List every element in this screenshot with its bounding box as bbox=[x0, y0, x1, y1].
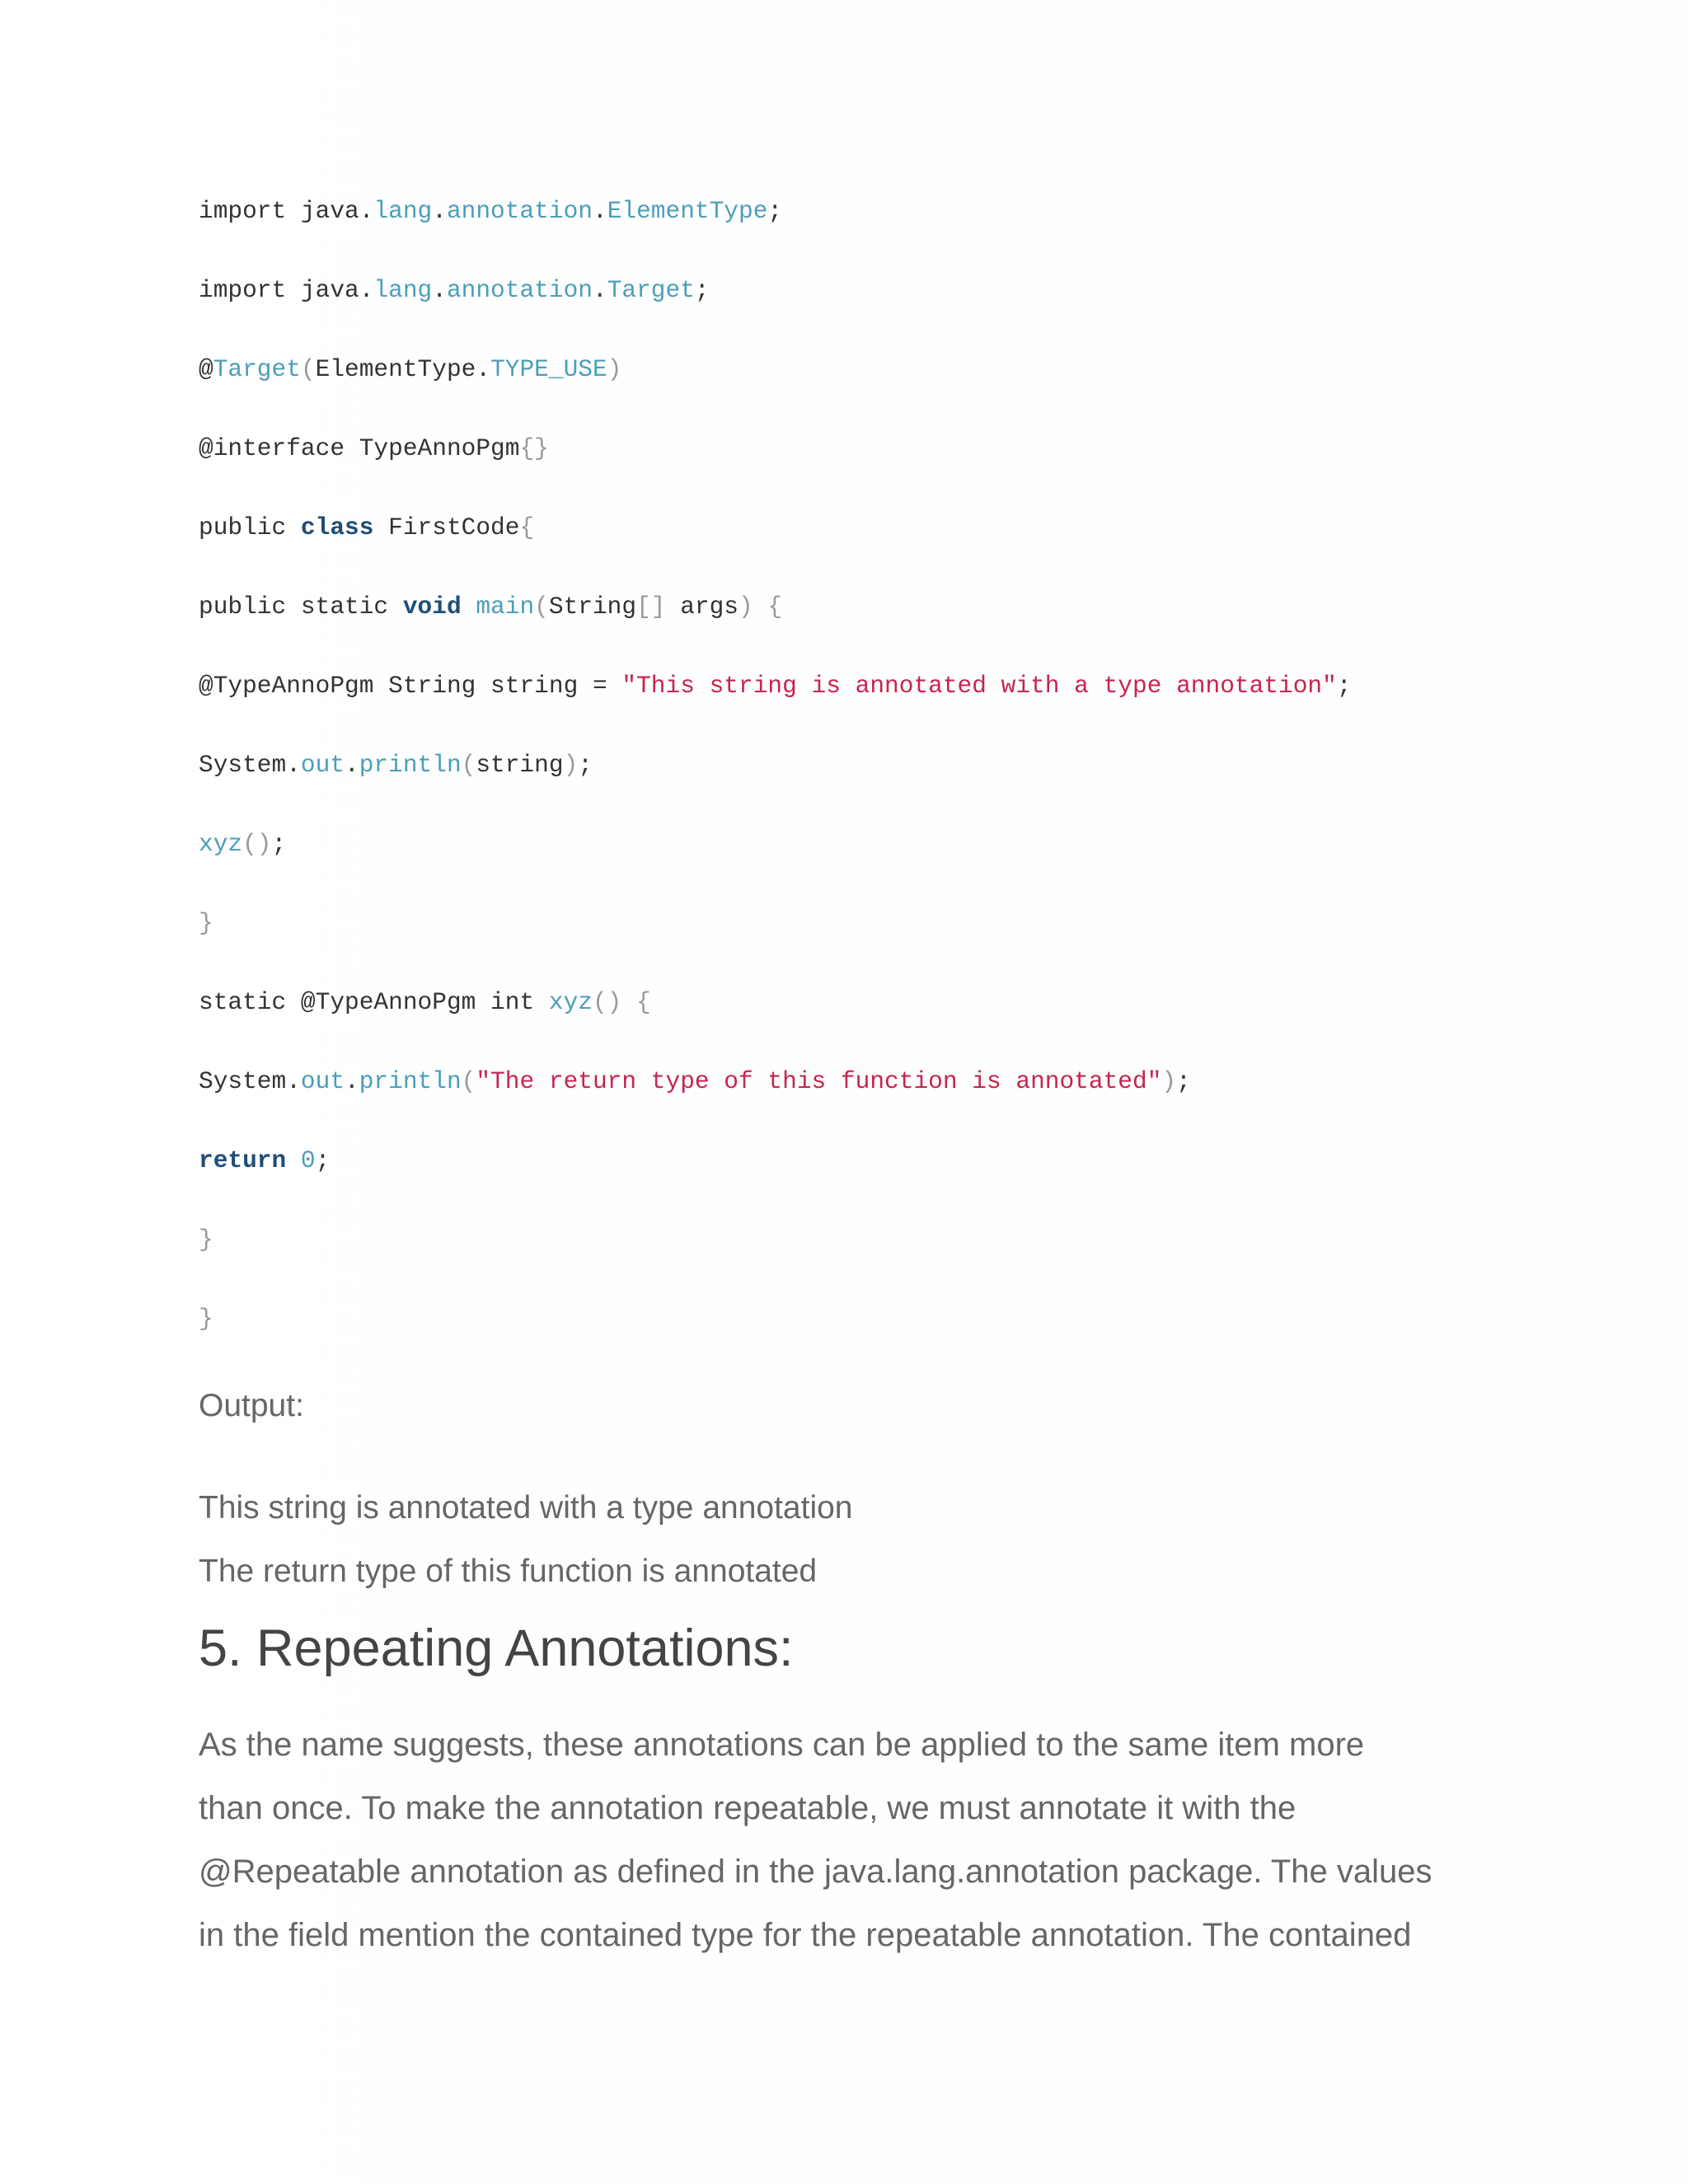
output-line-1: This string is annotated with a type annotation bbox=[199, 1490, 853, 1526]
code-line-target-annotation: @Target(ElementType.TYPE_USE) bbox=[199, 355, 622, 383]
code-line-println-return: System.out.println("The return type of this function is annotated"); bbox=[199, 1067, 1191, 1095]
code-line-xyz-decl: static @TypeAnnoPgm int xyz() { bbox=[199, 988, 651, 1016]
code-line-import-elementtype: import java.lang.annotation.ElementType; bbox=[199, 197, 783, 225]
output-label: Output: bbox=[199, 1388, 304, 1423]
code-line-println-string: System.out.println(string); bbox=[199, 751, 593, 779]
code-line-return: return 0; bbox=[199, 1146, 331, 1174]
code-line-import-target: import java.lang.annotation.Target; bbox=[199, 276, 710, 304]
paragraph-line: @Repeatable annotation as defined in the java.lang.annotation package. The values bbox=[199, 1854, 1432, 1890]
code-line-class: public class FirstCode{ bbox=[199, 513, 535, 541]
code-line-interface: @interface TypeAnnoPgm{} bbox=[199, 434, 549, 462]
code-line-close-main: } bbox=[199, 909, 213, 937]
paragraph-line: in the field mention the contained type for the repeatable annotation. The contained bbox=[199, 1917, 1412, 1953]
paragraph-line: than once. To make the annotation repeatable, we must annotate it with the bbox=[199, 1790, 1296, 1826]
code-line-string-decl: @TypeAnnoPgm String string = "This string is annotated with a type annotation"; bbox=[199, 672, 1352, 700]
code-line-close-class: } bbox=[199, 1305, 213, 1333]
code-line-main: public static void main(String[] args) { bbox=[199, 593, 783, 621]
paragraph-line: As the name suggests, these annotations can be applied to the same item more bbox=[199, 1727, 1365, 1763]
section-heading: 5. Repeating Annotations: bbox=[199, 1619, 794, 1677]
output-line-2: The return type of this function is annotated bbox=[199, 1554, 818, 1589]
code-line-close-xyz: } bbox=[199, 1226, 213, 1254]
code-line-xyz-call: xyz(); bbox=[199, 830, 287, 858]
